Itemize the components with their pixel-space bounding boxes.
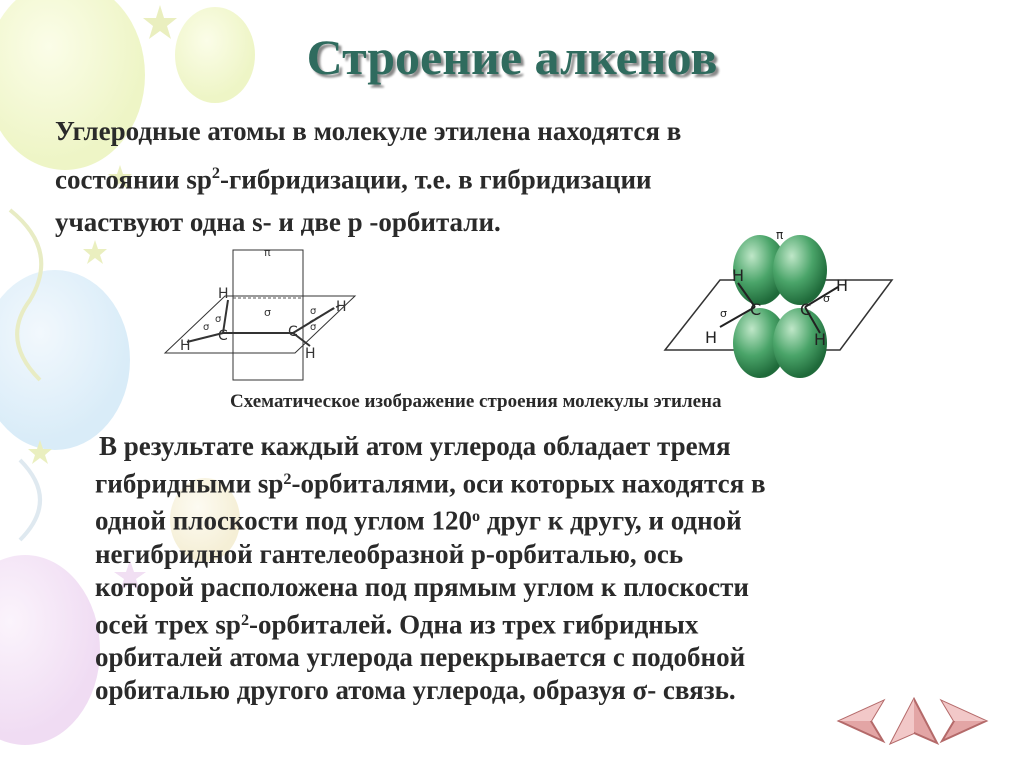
- svg-text:H: H: [814, 330, 827, 349]
- svg-text:π: π: [776, 228, 784, 242]
- arrow-up-icon: [887, 695, 941, 747]
- svg-text:H: H: [336, 299, 347, 315]
- svg-text:C: C: [750, 300, 762, 319]
- svg-text:H: H: [732, 266, 745, 285]
- svg-text:σ: σ: [823, 292, 830, 305]
- home-slide-button[interactable]: [887, 695, 941, 747]
- paragraph-line: гибридными $sp^2$-орбиталями, оси которых находятся в: [95, 468, 766, 499]
- ethylene-sigma-diagram: [160, 238, 360, 383]
- svg-text:σ: σ: [215, 314, 222, 325]
- svg-text:σ: σ: [203, 322, 210, 333]
- svg-text:C: C: [288, 324, 298, 340]
- svg-text:H: H: [705, 328, 718, 347]
- intro-line: Углеродные атомы в молекуле этилена находятся в: [55, 116, 682, 146]
- main-paragraph: [95, 430, 975, 707]
- prev-slide-button[interactable]: [835, 695, 887, 747]
- diagram-caption: Схематическое изображение строения молекулы этилена: [230, 391, 722, 412]
- svg-text:π: π: [264, 246, 271, 259]
- svg-text:H: H: [180, 338, 191, 354]
- ethylene-pi-orbital-diagram: [660, 225, 900, 385]
- next-slide-button[interactable]: [938, 695, 990, 747]
- paragraph-line: которой расположена под прямым углом к плоскости: [95, 571, 749, 602]
- paragraph-line: негибридной гантелеобразной р-орбиталью, ось: [95, 538, 684, 569]
- svg-text:σ: σ: [310, 322, 317, 333]
- svg-text:H: H: [305, 346, 316, 362]
- arrow-left-icon: [835, 695, 887, 747]
- svg-text:C: C: [800, 300, 812, 319]
- svg-text:H: H: [218, 286, 229, 302]
- paragraph-line: осей трех $sp^2$-орбиталей. Одна из трех гибридных: [95, 608, 699, 639]
- svg-text:σ: σ: [720, 307, 727, 320]
- svg-text:σ: σ: [310, 306, 317, 317]
- page-title: Строение алкенов: [306, 29, 718, 85]
- intro-line: участвуют одна s- и две p -орбитали.: [55, 206, 501, 237]
- arrow-right-icon: [938, 695, 990, 747]
- paragraph-line: одной плоскости под углом $120^о$ друг к другу, и одной: [95, 505, 742, 536]
- svg-text:C: C: [218, 328, 228, 344]
- paragraph-line: орбиталей атома углерода перекрывается с подобной: [95, 641, 746, 672]
- svg-text:H: H: [836, 276, 849, 295]
- intro-line: состоянии $sp^2$-гибридизации, т.е. в гибридизации: [55, 164, 652, 195]
- intro-paragraph: [55, 110, 885, 243]
- svg-text:σ: σ: [264, 306, 271, 319]
- paragraph-line: В результате каждый атом углерода обладает тремя: [99, 431, 731, 461]
- paragraph-line: орбиталью другого атома углерода, образуя σ- связь.: [95, 674, 736, 705]
